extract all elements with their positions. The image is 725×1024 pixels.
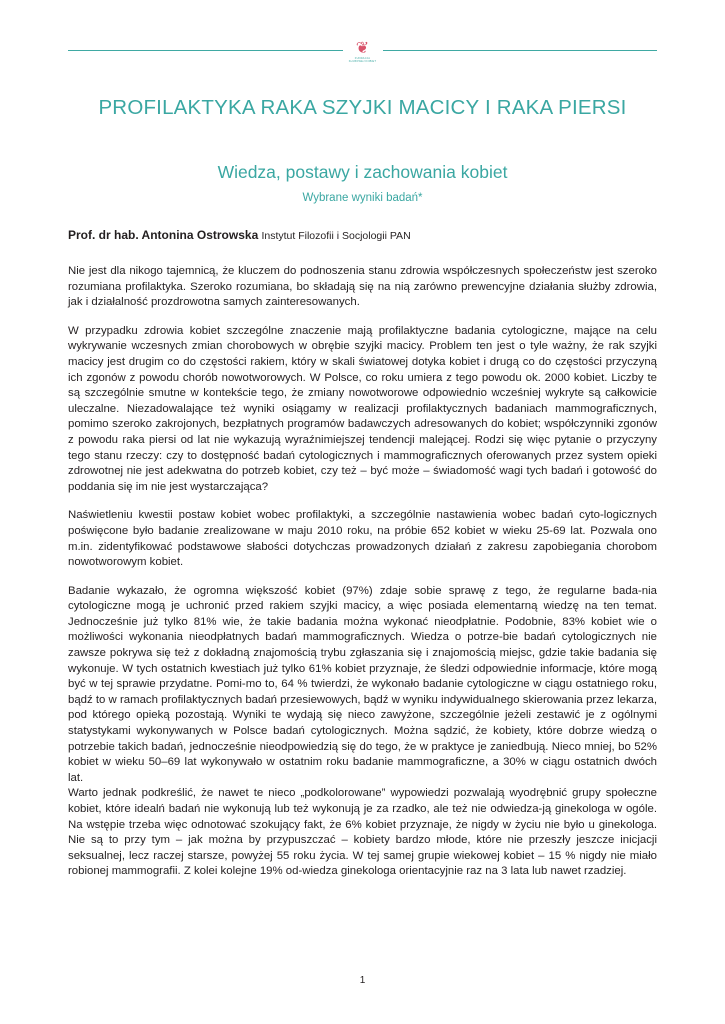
page-title: PROFILAKTYKA RAKA SZYJKI MACICY I RAKA PIERSI bbox=[98, 96, 627, 119]
article-body bbox=[68, 264, 657, 880]
page-number: 1 bbox=[359, 975, 366, 986]
logo-text-line2: KLUBOWEJ KOBIET bbox=[348, 60, 377, 63]
paragraph: Nie jest dla nikogo tajemnicą, że kluczem do podnoszenia stanu zdrowia współczesnych społeczeństw jest szeroko rozumiana profilaktyka. Szeroko rozumiana, bo składają się na nią zarówno prewencyjne działania służby zdrowia, jak i działalność prozdrowotna samych zainteresowanych. bbox=[68, 265, 657, 309]
paragraph: Naświetleniu kwestii postaw kobiet wobec profilaktyki, a szczególnie nastawienia wobec badań cyto-logicznych poświęcone było badanie zrealizowane w maju 2010 roku, na próbie 652 kobiet w wieku 25-69 lat. Pozwala ono m.in. zidentyfikować podstawowe słabości dotychczas prowadzonych działań z zakresu zapobiegania chorobom nowotworowym kobiet. bbox=[68, 509, 657, 569]
author-line bbox=[68, 228, 657, 242]
paragraph: Warto jednak podkreślić, że nawet te nieco „podkolorowane” wypowiedzi pozwalają wyodrębnić grupy społeczne kobiet, które idealń badań nie wykonują lub też wykonują je za rzadko, ale też nie odwiedza-ją ginekologa w ogóle. Na wstępie trzeba więc odnotować szokujący fakt, że 6% kobiet przyznaje, że nigdy w życiu nie było u ginekologa. Nie są to przy tym – jak można by przypuszczać – kobiety bardzo młode, które nie przeszły jeszcze inicjacji seksualnej, lecz raczej starsze, powyżej 55 roku życia. W tej samej grupie wiekowej kobiet – 15 % nigdy nie miało robionej mammografii. Z kolei kolejne 19% od-wiedza ginekologa orientacyjnie raz na 3 lata lub nawet rzadziej. bbox=[68, 787, 657, 878]
paragraph: Badanie wykazało, że ogromna większość kobiet (97%) zdaje sobie sprawę z tego, że regularne bada-nia cytologiczne mogą je uchronić przed rakiem szyjki macicy, a więc posiada elementarną wiedzę na ten temat. Jednocześnie już tylko 81% wie, że takie badania można wykonać nieodpłatnie. Podobnie, 83% kobiet wie o możliwości wykonania nieodpłatnych badań mammograficznych. Wiedza o potrze-bie badań cytologicznych nie zawsze pokrywa się też z dokładną znajomością trybu zgłaszania się i znajomością miejsc, gdzie takie badania się wykonuje. W tych ostatnich kwestiach już tylko 61% kobiet przyznaje, że śledzi odpowiednie informacje, które mogą być w tej sprawie przydatne. Pomi-mo to, 64 % twierdzi, że wykonało badanie cytologiczne w ciągu ostatniego roku, bądź to w ramach profilaktycznych badań przesiewowych, bądź w wyniku indywidualnego skierowania przez lekarza, pod którego opieką pozostają. Wyniki te wydają się nieco zawyżone, szczególnie jeżeli zestawić je z ogólnymi statystykami wykonywanych w Polsce badań cytologicznych. Można sądzić, że kobiety, które dobrze wiedzą o potrzebie takich badań, jednocześnie nieodpowiedzią się do tego, że w praktyce je zaniedbują. Nieco mniej, bo 52% kobiet w wieku 50–69 lat wykonywało w ostatnim roku badanie mammograficzne, a 30% w ciągu ostatnich dwóch lat. bbox=[68, 584, 657, 784]
page-subsubtitle: Wybrane wyniki badań* bbox=[302, 192, 423, 204]
author-name: Prof. dr hab. Antonina Ostrowska bbox=[68, 228, 259, 242]
organization-logo bbox=[343, 32, 383, 72]
paragraph: W przypadku zdrowia kobiet szczególne znaczenie mają profilaktyczne badania cytologiczne, mające na celu wykrywanie wczesnych zmian chorobowych w obrębie szyjki macicy. Problem ten jest o tyle ważny, że rak szyjki macicy jest drugim co do częstości rakiem, który w skali światowej dotyka kobiet i drugą co do częstości przyczyną ich zgonów z powodu chorób nowotworowych. W Polsce, co roku umiera z tego powodu ok. 2000 kobiet. Liczby te są szczególnie smutne w kontekście tego, że zmiany nowotworowe odpowiednio wcześniej wykryte są całkowicie uleczalne. Niezadowalające też wyniki osiągamy w realizacji profilaktycznych badaniach mammograficznych, pomimo szeroko zakrojonych, bezpłatnych programów badawczych adresowanych do kobiet; współczynniki zgonów z powodu raka piersi od lat nie wykazują wyraźnimiejszej tendencji malejącej. Rodzi się więc pytanie o przyczyny tego stanu rzeczy: czy to dostępność badań cytologicznych i mammograficznych oferowanych przez system opieki zdrowotnej nie jest adekwatna do potrzeb kobiet, czy też – być może – świadomość wagi tych badań i gotowość do poddania się im nie jest wystarczająca? bbox=[68, 324, 657, 493]
page-header bbox=[68, 0, 657, 78]
page-subtitle: Wiedza, postawy i zachowania kobiet bbox=[217, 162, 508, 182]
logo-text-line1: FUNDACJA bbox=[354, 56, 371, 60]
author-affiliation: Instytut Filozofii i Socjologii PAN bbox=[261, 230, 411, 242]
flower-icon: ❦ bbox=[355, 39, 370, 57]
